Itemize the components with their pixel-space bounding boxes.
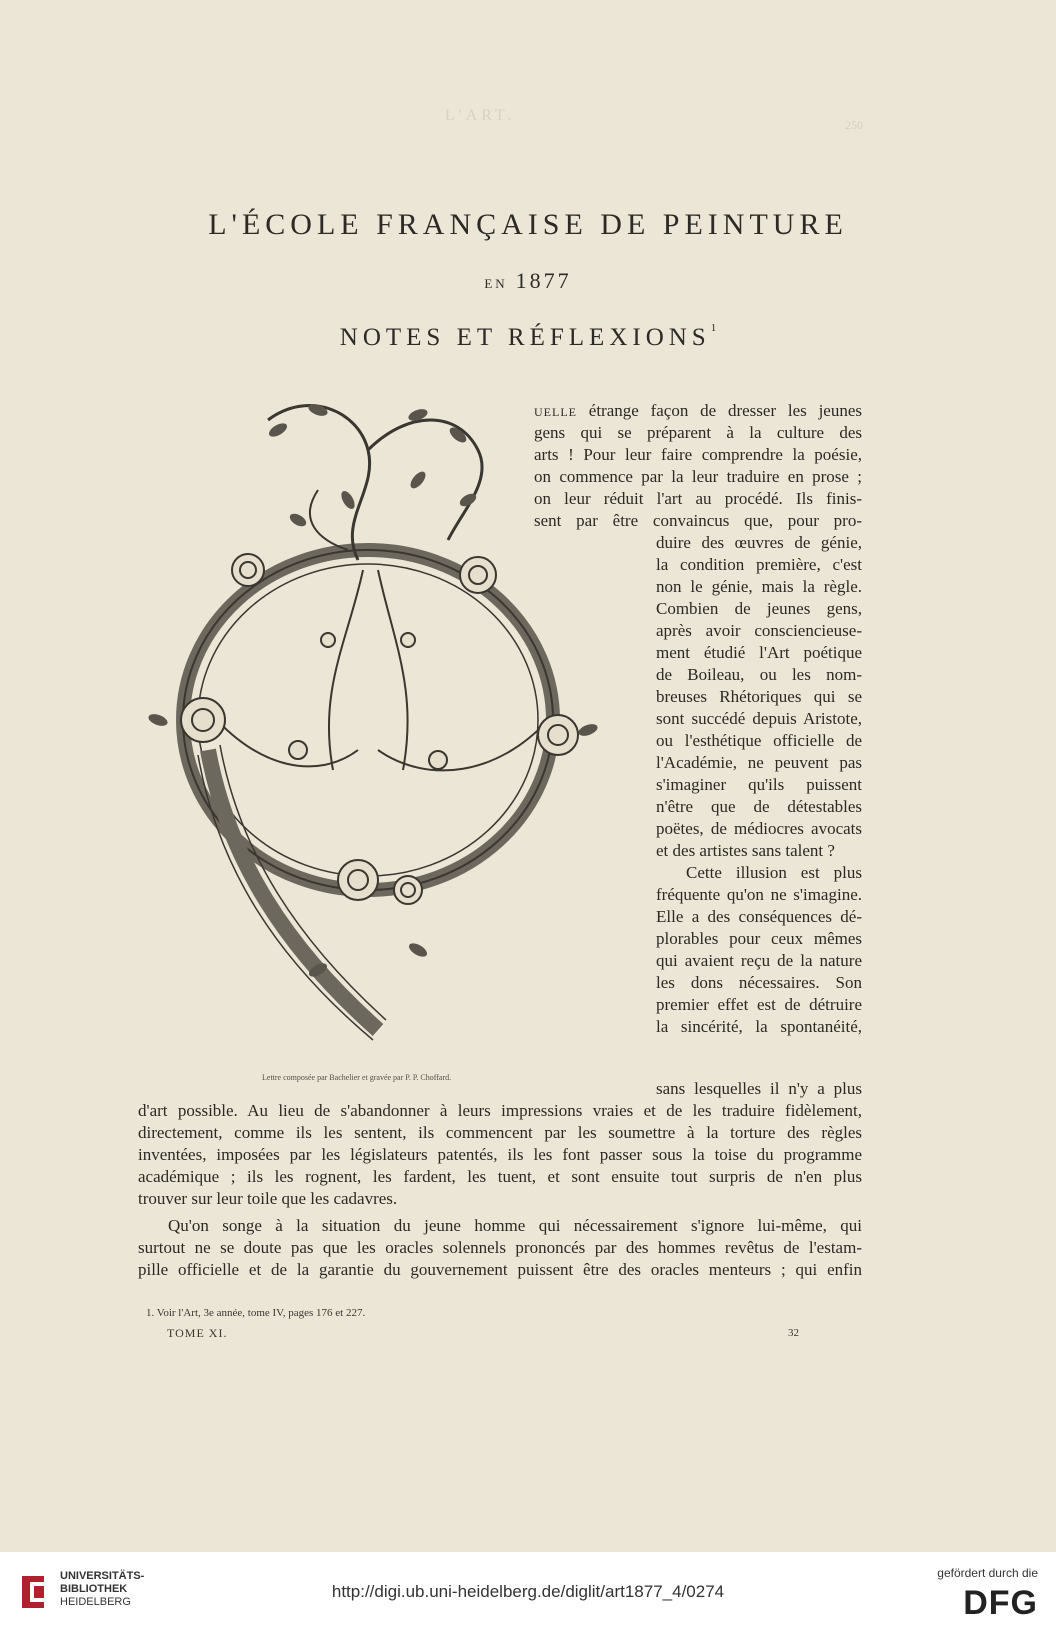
signature-number: 32 xyxy=(788,1327,799,1339)
text-line: l'Académie, ne peuvent pas xyxy=(656,753,862,772)
text-line: académique ; ils les rognent, les fardent, les tuent, et sont ensuite tout surpris de n'en plus xyxy=(138,1167,862,1186)
text-line: duire des œuvres de génie, xyxy=(656,533,862,552)
text-line: premier effet est de détruire xyxy=(656,995,862,1014)
illustration-caption: Lettre composée par Bachelier et gravée par P. P. Choffard. xyxy=(262,1073,452,1082)
dfg-logo: DFG xyxy=(963,1584,1038,1622)
text-line: ou l'esthétique officielle de xyxy=(656,731,862,750)
text-line: Elle a des conséquences dé- xyxy=(656,907,862,926)
text-line: pille officielle et de la garantie du gouvernement puissent être des oracles menteurs ; qui enfin xyxy=(138,1260,862,1279)
text-line: gens qui se préparent à la culture des xyxy=(534,423,862,442)
text-line: sent par être convaincus que, pour pro- xyxy=(534,511,862,530)
text-line: on commence par la leur traduire en prose ; xyxy=(534,467,862,486)
text-line: directement, comme ils les sentent, ils commencent par les soumettre à la torture des règles xyxy=(138,1123,862,1142)
text-line: on leur réduit l'art au procédé. Ils finis- xyxy=(534,489,862,508)
text-line: de Boileau, ou les nom- xyxy=(656,665,862,684)
text-line: poëtes, de médiocres avocats xyxy=(656,819,862,838)
text-line: sont succédé depuis Aristote, xyxy=(656,709,862,728)
text-line: breuses Rhétoriques qui se xyxy=(656,687,862,706)
text-line: inventées, imposées par les législateurs patentés, ils les font passer sous la toise du programme xyxy=(138,1145,862,1164)
article-title: L'ÉCOLE FRANÇAISE DE PEINTURE xyxy=(208,208,848,241)
article-subtitle xyxy=(0,322,1056,352)
text-line: après avoir consciencieuse- xyxy=(656,621,862,640)
text-line: sans lesquelles il n'y a plus xyxy=(656,1079,862,1098)
text-line: arts ! Pour leur faire comprendre la poésie, xyxy=(534,445,862,464)
article-date xyxy=(0,268,1056,294)
ghost-running-head: L'ART. xyxy=(445,107,516,124)
ghost-page-number: 250 xyxy=(845,118,863,132)
text-line: fréquente qu'on ne s'imagine. xyxy=(656,885,862,904)
text-line: surtout ne se doute pas que les oracles solennels prononcés par des hommes revêtus de l'estam- xyxy=(138,1238,862,1257)
text-line: les dons nécessaires. Son xyxy=(656,973,862,992)
text-line: non le génie, mais la règle. xyxy=(656,577,862,596)
text-line: d'art possible. Au lieu de s'abandonner à leurs impressions vraies et de les traduire fidèlement, xyxy=(138,1101,862,1120)
tome-label: TOME XI. xyxy=(167,1326,228,1340)
date-year: 1877 xyxy=(515,268,572,293)
library-name: UNIVERSITÄTS- BIBLIOTHEK HEIDELBERG xyxy=(60,1570,145,1608)
text-line: UELLE étrange façon de dresser les jeunes xyxy=(534,401,862,420)
text-line: et des artistes sans talent ? xyxy=(656,841,835,860)
dropcap-continuation: UELLE xyxy=(534,405,577,419)
source-url-link[interactable]: http://digi.ub.uni-heidelberg.de/diglit/art1877_4/0274 xyxy=(331,1582,725,1601)
text-line: qui avaient reçu de la nature xyxy=(656,951,862,970)
text-line: la condition première, c'est xyxy=(656,555,862,574)
text-line: Combien de jeunes gens, xyxy=(656,599,862,618)
subtitle-text: NOTES ET RÉFLEXIONS xyxy=(339,324,711,351)
text-line: Qu'on songe à la situation du jeune homme qui nécessairement s'ignore lui-même, qui xyxy=(168,1216,862,1235)
sponsor-label: gefördert durch die xyxy=(937,1566,1038,1580)
text-line: ment étudié l'Art poétique xyxy=(656,643,862,662)
footnote-marker: 1 xyxy=(710,322,717,334)
text-line: plorables pour ceux mêmes xyxy=(656,929,862,948)
footnote: 1. Voir l'Art, 3e année, tome IV, pages 176 et 227. xyxy=(146,1307,366,1319)
text-line: Cette illusion est plus xyxy=(686,863,862,882)
digitization-footer xyxy=(0,1552,1056,1631)
text-line: trouver sur leur toile que les cadavres. xyxy=(138,1189,398,1208)
text-line: s'imaginer qu'ils puissent xyxy=(656,775,862,794)
text-line: n'être que de détestables xyxy=(656,797,862,816)
date-prefix: EN xyxy=(484,276,508,291)
text-line: la sincérité, la spontanéité, xyxy=(656,1017,862,1036)
